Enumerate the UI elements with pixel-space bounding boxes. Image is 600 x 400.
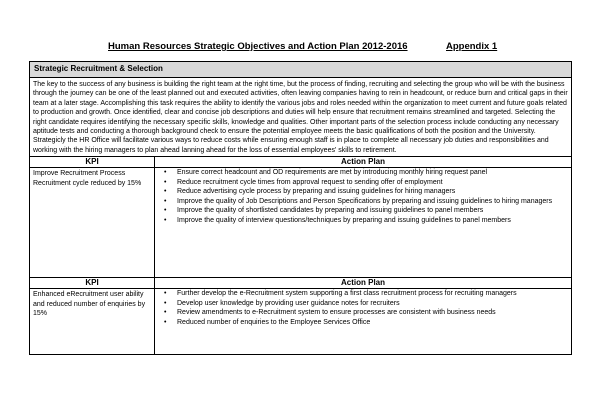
action-plan-column-header: Action Plan: [155, 278, 572, 289]
bullet-icon: •: [164, 309, 167, 317]
appendix-label: Appendix 1: [446, 41, 498, 52]
action-text: Improve the quality of shortlisted candidates by preparing and issuing guidelines to panel members: [177, 207, 484, 215]
bullet-icon: •: [164, 290, 167, 298]
bullet-icon: •: [164, 197, 167, 205]
section-title: Strategic Recruitment & Selection: [30, 62, 572, 78]
kpi-block-row: [30, 168, 572, 278]
kpi-block-row: [30, 289, 572, 355]
kpi-text: Improve Recruitment Process Recruitment cycle reduced by 15%: [30, 168, 155, 278]
action-list: [155, 289, 569, 327]
action-text: Reduce recruitment cycle times from approval request to sending offer of employment: [177, 178, 443, 186]
section-intro-text: The key to the success of any business is building the right team at the right time, but the process of finding, recruiting and selecting the group who will be with the business through the journey can be one of the least planned out and executed activities, often leaving companies having to rein in headcount, or reduce burn and critical gaps in their team at a later stage. Accomplishing this task requires the ability to identify the various jobs and roles needed within the organization to meet current and future goals related to production and growth. Once identified, clear and concise job descriptions and duties will help ensure that recruitment remains streamlined and targeted. Selecting the right candidate requires identifying the necessary specific skills, knowledge and qualities. Other important parts of the selection process include conducting any necessary aptitude tests and conducting a thorough background check to ensure the potential employee meets the basic qualifications of both the position and the University. Strategicly the HR Office will facilitate various ways to reduce costs while ensuring enough staff is in place to complete all necessary job duties and responsibilities and working with the hiring managers to plan ahead lanning ahead for the loss of essential employees' skills to retirement.: [30, 78, 572, 157]
document-header: [0, 41, 600, 55]
action-item: [155, 308, 569, 318]
intro-row: [30, 78, 572, 157]
kpi-column-header: KPI: [30, 157, 155, 168]
action-plan-column-header: Action Plan: [155, 157, 572, 168]
action-plan-cell: [155, 168, 572, 278]
action-item: [155, 187, 569, 197]
action-text: Review amendments to e-Recruitment system to ensure processes are consistent with business needs: [177, 309, 496, 317]
action-text: Reduced number of enquiries to the Employee Services Office: [177, 318, 371, 326]
section-header-row: [30, 62, 572, 78]
kpi-column-header: KPI: [30, 278, 155, 289]
bullet-icon: •: [164, 299, 167, 307]
action-text: Reduce advertising cycle process by preparing and issuing guidelines for hiring managers: [177, 188, 456, 196]
action-plan-cell: [155, 289, 572, 355]
kpi-text: Enhanced eRecruitment user ability and reduced number of enquiries by 15%: [30, 289, 155, 355]
bullet-icon: •: [164, 207, 167, 215]
action-text: Ensure correct headcount and OD requirements are met by introducing monthly hiring request panel: [177, 169, 488, 177]
bullet-icon: •: [164, 169, 167, 177]
action-text: Further develop the e-Recruitment system supporting a first class recruitment process for recruiting managers: [177, 290, 517, 298]
action-item: [155, 168, 569, 178]
action-list: [155, 168, 569, 225]
action-plan-table: [29, 61, 572, 355]
action-item: [155, 216, 569, 226]
action-item: [155, 178, 569, 188]
action-item: [155, 318, 569, 328]
bullet-icon: •: [164, 188, 167, 196]
action-item: [155, 289, 569, 299]
bullet-icon: •: [164, 216, 167, 224]
action-item: [155, 206, 569, 216]
bullet-icon: •: [164, 318, 167, 326]
column-header-row: [30, 157, 572, 168]
action-text: Develop user knowledge by providing user guidance notes for recruiters: [177, 299, 400, 307]
bullet-icon: •: [164, 178, 167, 186]
document-title: Human Resources Strategic Objectives and Action Plan 2012-2016: [108, 41, 408, 52]
action-item: [155, 197, 569, 207]
action-text: Improve the quality of interview questions/techniques by preparing and issuing guidelines to panel members: [177, 216, 511, 224]
column-header-row: [30, 278, 572, 289]
action-item: [155, 299, 569, 309]
action-text: Improve the quality of Job Descriptions and Person Specifications by preparing and issuing guidelines to hiring managers: [177, 197, 553, 205]
